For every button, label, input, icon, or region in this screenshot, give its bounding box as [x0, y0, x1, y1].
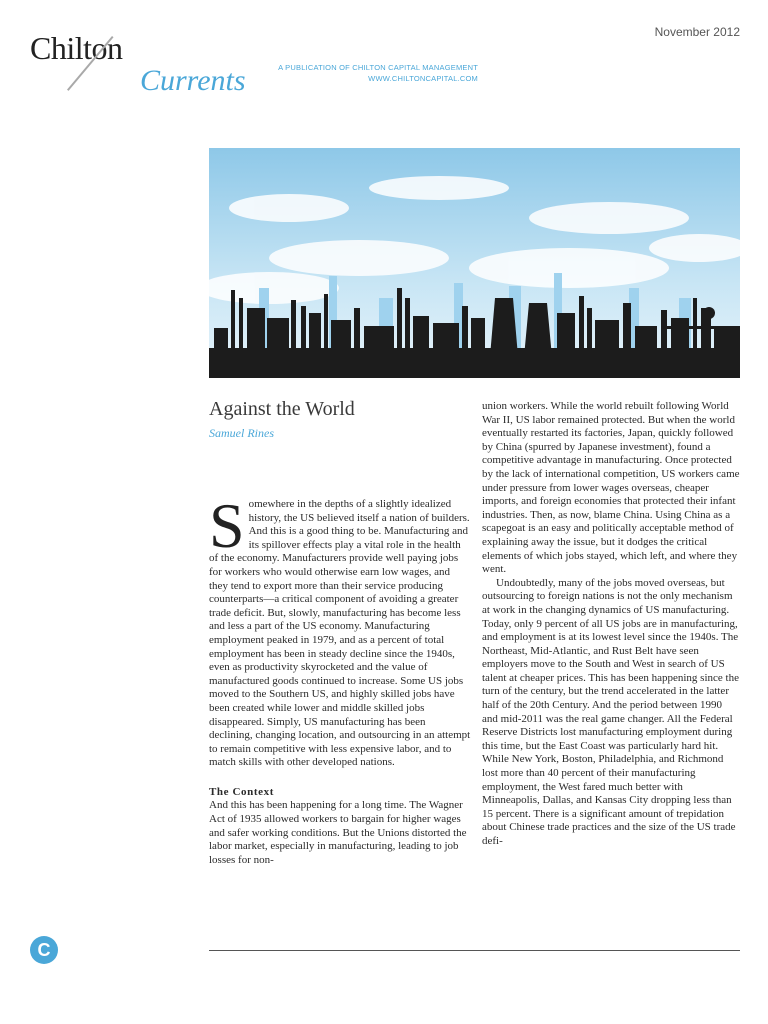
publication-line: A PUBLICATION OF CHILTON CAPITAL MANAGEMENT [278, 63, 478, 72]
logo-currents: Currents [140, 64, 246, 97]
drop-cap: S [209, 490, 245, 561]
intro-text: omewhere in the depths of a slightly idealized history, the US believed itself a nation of builders. And this is a good thing to be. Manufacturing and its spillover effects play a vital role in the health of the economy. Manufacturers provide well paying jobs for workers who would otherwise earn low wages, and they tend to export more than their service producing counterparts—a critical component of avoiding a greater trade deficit. But, slowly, manufacturing has become less and less a part of the US economy. Manufacturing employment peaked in 1979, and as a percent of total employment has been in steady decline since the 1940s, even as productivity skyrocketed and the value of manufactured goods continued to increase. Some US jobs moved to the Southern US, and highly skilled jobs have been created while lower and middle skilled jobs disappeared. Simply, US manufacturing has been declining, changing location, and outsourcing in an attempt to remain competitive with less expensive labor, and to match skills with other developed nations. [209, 498, 471, 769]
article-column-right [482, 400, 740, 849]
context-paragraph: And this has been happening for a long time. The Wagner Act of 1935 allowed workers to bargain for higher wages and safer working conditions. But the Unions distorted the labor market, especially in manufacturing, leading to job losses for non- [209, 799, 467, 866]
website-link[interactable]: WWW.CHILTONCAPITAL.COM [368, 74, 478, 83]
body-paragraph: Undoubtedly, many of the jobs moved overseas, but outsourcing to foreign nations is not the only mechanism at work in the changing dynamics of US manufacturing. Today, only 9 percent of all US jobs are in manufacturing, and employment is at its lowest level since the 1940s. The Northeast, Mid-Atlantic, and Rust Belt have seen employers move to the South and West in search of US talent at cheaper prices. This has been happening since the turn of the century, but the trend accelerated in the latter half of the 20th Century. And the period between 1990 and mid-2011 was the real game changer. All the Federal Reserve Districts lost manufacturing employment during this time, but the East Coast was particularly hard hit. While New York, Boston, Philadelphia, and Richmond lost more than 40 percent of their manufacturing employment, the West fared much better with Minneapolis, Dallas, and Kansas City dropping less than 15 percent. There is a significant amount of trepidation about Chinese trade practices and the size of the US trade defi- [482, 576, 739, 847]
intro-paragraph [209, 490, 471, 770]
section-heading: The Context [209, 785, 274, 798]
hero-image-industrial-skyline [209, 148, 740, 378]
skyline-illustration [209, 148, 740, 378]
chilton-c-logo-icon: C [30, 936, 58, 964]
footer-divider [209, 950, 740, 951]
publication-info [272, 62, 478, 84]
logo-chilton: Chilton [30, 30, 123, 66]
body-paragraph: union workers. While the world rebuilt following World War II, US labor remained protected. But when the world eventually restarted its factories, Japan, quickly followed by China (spurred by Japanese investment), found a competitive advantage in manufacturing. Once protected by the lack of international competition, US workers came under pressure from lower wages overseas, cheaper imports, and foreign economies that protected their infant industries. Then, as now, blame China. Using China as a scapegoat is an easy and politically acceptable method of explaining away the issue, but it dodges the critical elements of which jobs stayed, which left, and where they went. [482, 400, 740, 576]
article-author: Samuel Rines [209, 426, 274, 440]
article-title: Against the World [209, 398, 355, 420]
article-column-left [209, 490, 471, 867]
issue-date: November 2012 [654, 25, 740, 39]
